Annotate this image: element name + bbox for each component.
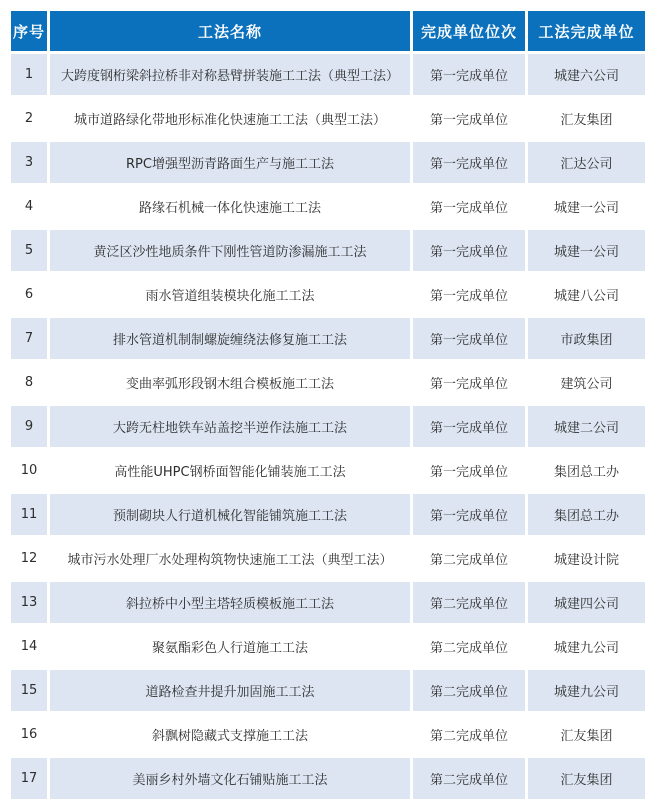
table-row [11,230,645,271]
cell-index: 11 [11,494,47,535]
cell-rank: 第一完成单位 [413,142,525,183]
cell-index: 1 [11,54,47,95]
cell-index: 15 [11,670,47,711]
cell-index: 10 [11,450,47,491]
table-row [11,274,645,315]
header-rank: 完成单位位次 [413,11,525,51]
cell-index: 13 [11,582,47,623]
cell-unit: 城建八公司 [528,274,645,315]
table-row [11,582,645,623]
cell-name: 大跨无柱地铁车站盖挖半逆作法施工工法 [50,406,410,447]
cell-unit: 集团总工办 [528,450,645,491]
cell-unit: 城建二公司 [528,406,645,447]
table-row [11,626,645,667]
table-row [11,142,645,183]
cell-name: 城市道路绿化带地形标准化快速施工工法（典型工法） [50,98,410,139]
cell-rank: 第一完成单位 [413,494,525,535]
cell-rank: 第二完成单位 [413,582,525,623]
cell-name: 预制砌块人行道机械化智能铺筑施工工法 [50,494,410,535]
method-table [8,8,648,802]
table-header-row [11,11,645,51]
cell-unit: 城建四公司 [528,582,645,623]
cell-rank: 第一完成单位 [413,230,525,271]
cell-index: 2 [11,98,47,139]
cell-unit: 城建九公司 [528,626,645,667]
cell-index: 17 [11,758,47,799]
cell-index: 4 [11,186,47,227]
cell-rank: 第二完成单位 [413,714,525,755]
cell-name: 高性能UHPC钢桥面智能化铺装施工工法 [50,450,410,491]
table-row [11,670,645,711]
cell-unit: 汇友集团 [528,714,645,755]
cell-unit: 城建九公司 [528,670,645,711]
cell-rank: 第一完成单位 [413,450,525,491]
cell-name: 城市污水处理厂水处理构筑物快速施工工法（典型工法） [50,538,410,579]
cell-unit: 城建六公司 [528,54,645,95]
table-row [11,54,645,95]
header-method-name: 工法名称 [50,11,410,51]
cell-name: 道路检查井提升加固施工工法 [50,670,410,711]
cell-rank: 第一完成单位 [413,274,525,315]
cell-unit: 市政集团 [528,318,645,359]
table-row [11,98,645,139]
table-body [11,54,645,799]
cell-unit: 集团总工办 [528,494,645,535]
cell-index: 16 [11,714,47,755]
table-row [11,406,645,447]
table-row [11,450,645,491]
table-row [11,362,645,403]
cell-name: 变曲率弧形段钢木组合模板施工工法 [50,362,410,403]
cell-index: 3 [11,142,47,183]
cell-name: 大跨度钢桁梁斜拉桥非对称悬臂拼装施工工法（典型工法） [50,54,410,95]
cell-unit: 城建设计院 [528,538,645,579]
cell-unit: 汇友集团 [528,758,645,799]
cell-rank: 第一完成单位 [413,98,525,139]
table-row [11,186,645,227]
cell-rank: 第二完成单位 [413,758,525,799]
cell-name: 斜拉桥中小型主塔轻质模板施工工法 [50,582,410,623]
cell-index: 12 [11,538,47,579]
cell-rank: 第二完成单位 [413,538,525,579]
cell-unit: 汇达公司 [528,142,645,183]
cell-rank: 第一完成单位 [413,362,525,403]
cell-index: 5 [11,230,47,271]
cell-name: RPC增强型沥青路面生产与施工工法 [50,142,410,183]
cell-name: 黄泛区沙性地质条件下刚性管道防渗漏施工工法 [50,230,410,271]
cell-rank: 第二完成单位 [413,670,525,711]
cell-rank: 第二完成单位 [413,626,525,667]
cell-name: 聚氨酯彩色人行道施工工法 [50,626,410,667]
cell-name: 雨水管道组装模块化施工工法 [50,274,410,315]
cell-unit: 城建一公司 [528,230,645,271]
header-unit: 工法完成单位 [528,11,645,51]
cell-index: 6 [11,274,47,315]
cell-index: 14 [11,626,47,667]
cell-name: 斜飘树隐藏式支撑施工工法 [50,714,410,755]
cell-unit: 城建一公司 [528,186,645,227]
table-row [11,318,645,359]
table-row [11,538,645,579]
cell-index: 9 [11,406,47,447]
table-row [11,494,645,535]
cell-name: 排水管道机制制螺旋缠绕法修复施工工法 [50,318,410,359]
cell-index: 8 [11,362,47,403]
cell-rank: 第一完成单位 [413,54,525,95]
cell-rank: 第一完成单位 [413,318,525,359]
cell-name: 美丽乡村外墙文化石铺贴施工工法 [50,758,410,799]
cell-index: 7 [11,318,47,359]
cell-rank: 第一完成单位 [413,186,525,227]
cell-unit: 汇友集团 [528,98,645,139]
header-index: 序号 [11,11,47,51]
cell-unit: 建筑公司 [528,362,645,403]
table-row [11,758,645,799]
cell-name: 路缘石机械一体化快速施工工法 [50,186,410,227]
table-row [11,714,645,755]
cell-rank: 第一完成单位 [413,406,525,447]
